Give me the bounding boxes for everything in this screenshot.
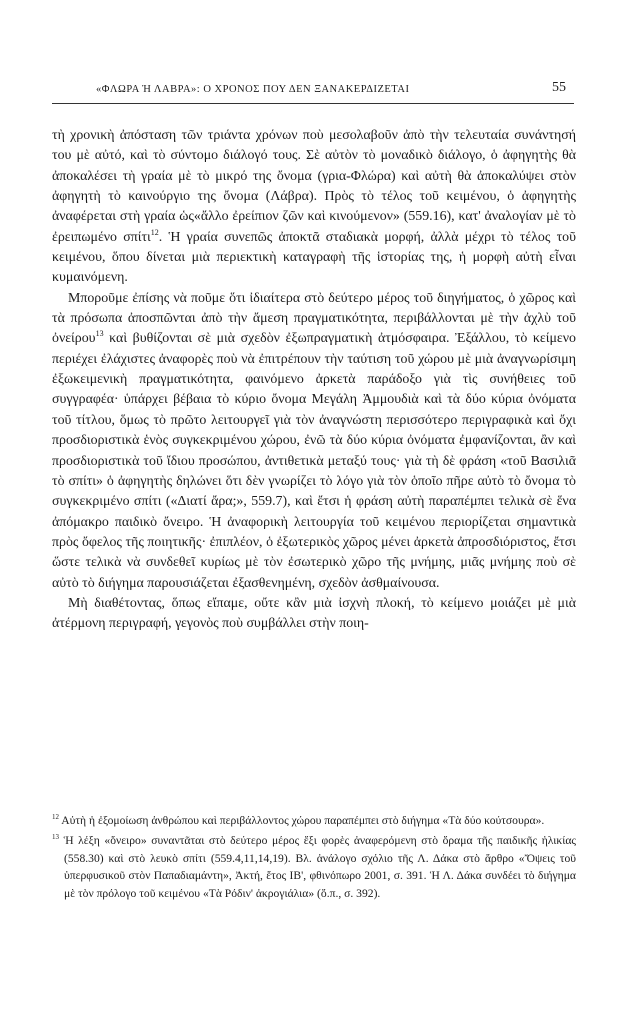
paragraph-1-text-a: τὴ χρονικὴ ἀπόσταση τῶν τριάντα χρόνων ποὺ μεσολαβοῦν ἀπὸ τὴν τελευταία συνάντησή του μὲ αὐτό, καὶ τὸ σύντομο διάλογό τους. Σὲ αὐτὸν τὸ μοναδικὸ διάλογο, ὁ ἀφηγητὴς θὰ ἀποκαλέσει τὴ γραία μὲ τὸ μικρό της ὄνομα (γρια-Φλώρα) καὶ αὐτὴ θὰ ἀποκαλύψει στὸν ἀφηγητὴ τὸ καινούργιο της ὄνομα (Λάβρα). Πρὸς τὸ τέλος τοῦ κειμένου, ὁ ἀφηγητὴς ἀναφέρεται στὴ γραία ὡς«ἄλλο ἐρείπιον ζῶν καὶ κινούμενον» (559.16), κατ' ἀναλογίαν μὲ τὸ ἐρειπωμένο σπίτι — [52, 128, 576, 245]
footnote-number: 13 — [52, 833, 59, 842]
paragraph-2-text-b: καὶ βυθίζονται σὲ μιὰ σχεδὸν ἐξωπραγματικὴ ἀτμόσφαιρα. Ἐξάλλου, τὸ κείμενο περιέχει ἐλάχιστες ἀναφορὲς ποὺ νὰ ἐπιτρέπουν τὴν ταύτιση τοῦ χώρου μὲ μιὰ ἀναγνωρίσιμη ἐξωκειμενικὴ πραγματικότητα, φαινόμενο ἀρκετὰ παράδοξο γιὰ τὶς συνήθειες τοῦ συγγραφέα· ὑπάρχει βέβαια τὸ κύριο ὄνομα Μεγάλη Ἀμμουδιὰ καὶ τὰ δύο κύρια ὀνόματα τοῦ τίτλου, ὅμως τὸ πρῶτο λειτουργεῖ γιὰ τὸν ἀναγνώστη περισσότερο περιγραφικὰ καὶ ὄχι προσδιοριστικὰ ἑνὸς συγκεκριμένου χώρου, ἐνῶ τὰ δύο κύρια ὀνόματα ἐμφανίζονται, ἂν καὶ προσδιοριστικὰ τοῦ ἴδιου προσώπου, ἀντιθετικὰ μεταξύ τους· γιὰ τὴ δὲ φράση «τοῦ Βασιλιᾶ τὸ σπίτι» ὁ ἀφηγητὴς δηλώνει ὅτι δὲν γνωρίζει τὸ λόγο γιὰ τὸν ὁποῖο πῆρε αὐτὸ τὸ ὄνομα τὸ συγκεκριμένο σπίτι («Διατί ἄρα;», 559.7), καὶ ἔτσι ἡ φράση αὐτὴ παραπέμπει τελικὰ σὲ ἕνα ἀπόμακρο παιδικὸ ὄνειρο. Ἡ ἀναφορικὴ λειτουργία τοῦ κειμένου περιορίζεται σημαντικὰ πρὸς ὄφελος τῆς ποιητικῆς· ἐπιπλέον, ὁ ἐξωτερικὸς χῶρος μένει ἀρκετὰ ἀπροσδιόριστος, ἔτσι ὥστε τελικὰ νὰ συνδεθεῖ κυρίως μὲ τὸν ἐσωτερικὸ χῶρο τῆς μνήμης, μιᾶς μνήμης ποὺ σὲ αὐτὸ τὸ διήγημα παρουσιάζεται ἐξασθενημένη, σχεδὸν ἀσθμαίνουσα. — [52, 331, 576, 591]
page-number: 55 — [552, 80, 566, 95]
header-rule — [52, 103, 574, 104]
footnote-ref-13: 13 — [95, 329, 104, 339]
paragraph-1-text-b: . Ἡ γραία συνεπῶς ἀποκτᾶ σταδιακὰ μορφή, ἀλλὰ μέχρι τὸ τέλος τοῦ κειμένου, ὅπου δίνεται μιὰ περιεκτικὴ καταγραφὴ τῆς ἱστορίας της, ἡ μορφὴ αὐτὴ εἶναι κυμαινόμενη. — [52, 229, 576, 286]
paragraph-1 — [52, 126, 576, 289]
footnote-text: Αὐτὴ ἡ ἐξομοίωση ἀνθρώπου καὶ περιβάλλοντος χώρου παραπέμπει στὸ διήγημα «Τὰ δύο κούτσουρα». — [61, 814, 545, 827]
footnote-13 — [52, 832, 576, 902]
footnote-text: Ἡ λέξη «ὄνειρο» συναντᾶται στὸ δεύτερο μέρος ἔξι φορὲς ἀναφερόμενη στὸ ὅραμα τῆς παιδικῆς ἡλικίας (558.30) καὶ στὸ λευκὸ σπίτι (559.4,11,14,19). Βλ. ἀνάλογο σχόλιο τῆς Λ. Δάκα στὸ ἄρθρο «Ὄψεις τοῦ ὑπερφυσικοῦ στὸν Παπαδιαμάντη», Ἀκτή, ἔτος ΙΒ', φθινόπωρο 2001, σ. 391. Ἡ Λ. Δάκα συνδέει τὸ διήγημα μὲ τὸν πρόλογο τοῦ κειμένου «Τὰ Ρόδιν' ἀκρογιάλια» (ὅ.π., σ. 392). — [63, 834, 576, 900]
main-text — [52, 126, 576, 635]
paragraph-2 — [52, 289, 576, 594]
footnote-12 — [52, 812, 576, 829]
paragraph-2-text-a: Μποροῦμε ἐπίσης νὰ ποῦμε ὅτι ἰδιαίτερα στὸ δεύτερο μέρος τοῦ διηγήματος, ὁ χῶρος καὶ τὰ πρόσωπα ἀποσπῶνται ἀπὸ τὴν ἄμεση πραγματικότητα, περιβάλλονται μὲ τὴν ἀχλὺ τοῦ ὀνείρου — [52, 290, 576, 347]
footnotes — [52, 812, 576, 905]
running-title: «ΦΛΩΡΑ Ή ΛΑΒΡΑ»: Ο ΧΡΟΝΟΣ ΠΟΥ ΔΕΝ ΞΑΝΑΚΕΡΔΙΖΕΤΑΙ — [96, 84, 410, 95]
footnote-number: 12 — [52, 813, 59, 821]
footnote-ref-12: 12 — [150, 227, 159, 237]
paragraph-3: Μὴ διαθέτοντας, ὅπως εἴπαμε, οὔτε κἂν μιὰ ἰσχνὴ πλοκή, τὸ κείμενο μοιάζει μὲ μιὰ ἀτέρμονη περιγραφή, γεγονὸς ποὺ συμβάλλει στὴν ποιη- — [52, 595, 576, 632]
